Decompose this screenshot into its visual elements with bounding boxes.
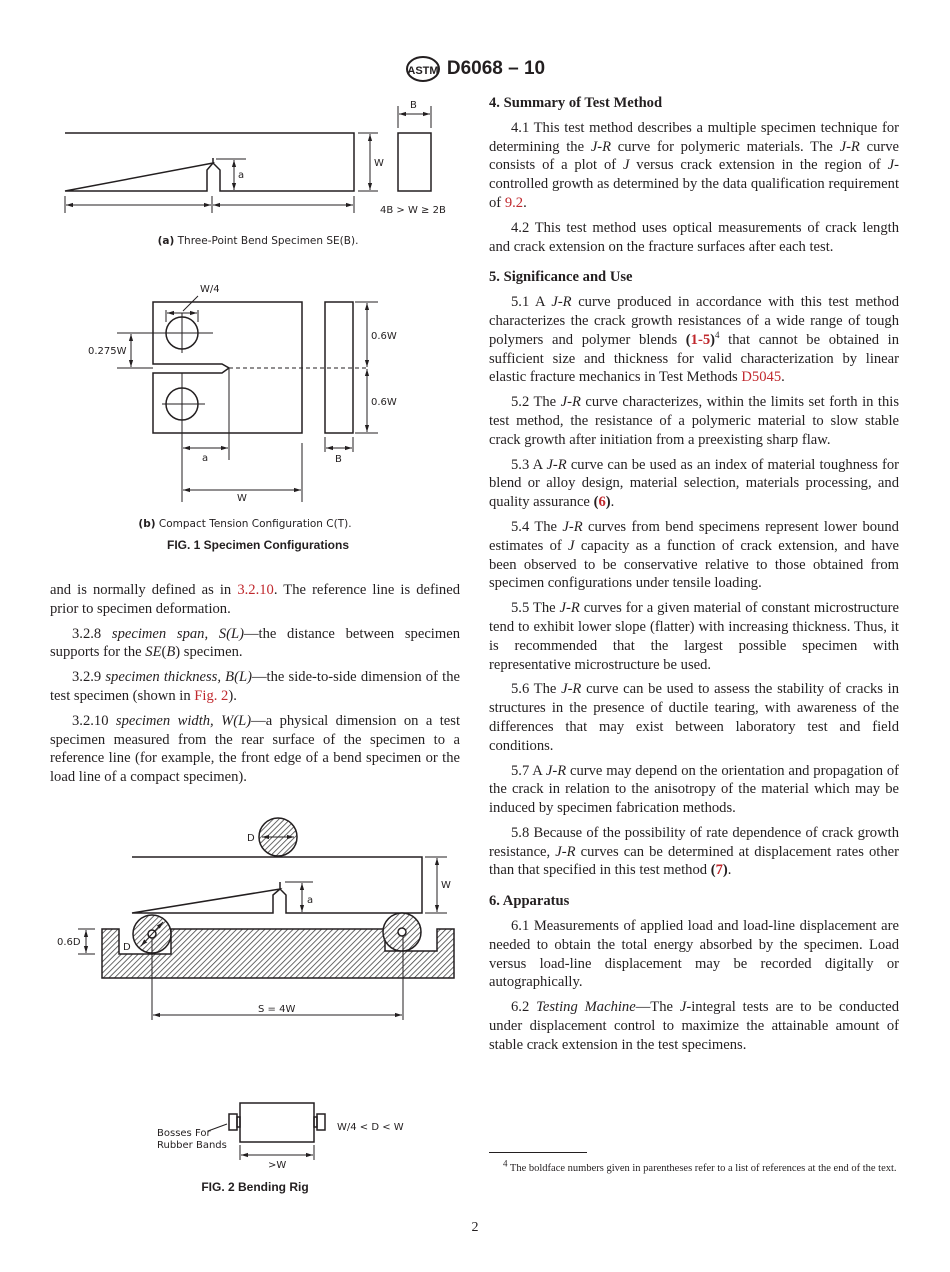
fig1a-caption-label: (a) xyxy=(157,235,175,247)
compact-tension-specimen-drawing xyxy=(117,296,378,502)
italic-term: Testing Machine xyxy=(536,999,636,1016)
paragraph xyxy=(489,998,899,1054)
italic-term: B xyxy=(166,644,176,661)
paragraph xyxy=(489,393,899,449)
footnote-mark: 4 xyxy=(503,1158,508,1169)
dim-label-d-top: D xyxy=(247,833,255,844)
dim-label-length: >W xyxy=(268,1160,287,1171)
fig1b-caption-text: Compact Tension Configuration C(T). xyxy=(155,518,352,530)
text-run: 3.2.9 xyxy=(72,669,106,686)
bosses-label-line1: Bosses For xyxy=(157,1128,211,1139)
italic-term: J-R xyxy=(839,138,860,155)
cross-reference-link[interactable]: 9.2 xyxy=(504,194,524,211)
text-run: curve can be used to assess the stability of cracks in structures in the presence of ductile tearing, with awareness of the differences that may exist between laboratory test and field conditions. xyxy=(489,681,899,754)
text-run: 5. Significance and Use xyxy=(489,269,633,286)
text-run: . xyxy=(781,369,785,386)
text-run: 4. Summary of Test Method xyxy=(489,95,663,111)
paragraph xyxy=(50,712,460,787)
footnote-text: The boldface numbers given in parentheses refer to a list of references at the end of the text. xyxy=(507,1163,897,1174)
text-run: capacity as a function of crack extension, and have been observed to be conservative relative to those obtained from specimen configurations under tensile loading. xyxy=(489,537,899,592)
bosses-label-line2: Rubber Bands xyxy=(157,1140,227,1151)
text-run: . The reference line is defined prior to specimen deformation. xyxy=(50,582,460,617)
text-run: 5.3 A xyxy=(511,456,547,473)
italic-term: specimen span, S(L) xyxy=(111,625,244,642)
text-run: 4.2 This test method uses optical measurements of crack length and crack extension on the fracture surfaces after each test. xyxy=(489,219,899,255)
text-run: 5.7 A xyxy=(511,762,546,779)
text-run: ( xyxy=(593,494,599,511)
text-run: 5.8 Because of the possibility of rate dependence of crack growth resistance, xyxy=(489,824,899,860)
text-run: 3.2.8 xyxy=(72,625,112,642)
italic-term: specimen thickness, B(L) xyxy=(105,669,252,686)
dim-label-w4: W/4 xyxy=(200,284,220,295)
dim-label-offset: 0.275W xyxy=(88,346,127,357)
italic-term: J-R xyxy=(562,518,583,535)
text-run: ( xyxy=(710,862,716,879)
text-run: . xyxy=(727,862,732,879)
dim-label-a: a xyxy=(202,453,209,464)
italic-term: J xyxy=(887,157,895,174)
page-number: 2 xyxy=(471,1220,479,1235)
cross-reference-link[interactable]: D5045 xyxy=(741,369,782,386)
footnote xyxy=(489,1158,899,1176)
dim-label-w: W xyxy=(237,493,247,504)
italic-term: J-R xyxy=(555,843,576,860)
reference-link[interactable]: 6 xyxy=(598,494,606,511)
reference-link[interactable]: 1-5 xyxy=(690,331,711,348)
italic-term: J-R xyxy=(551,294,572,311)
italic-term: J-R xyxy=(546,456,567,473)
text-run: 6.2 xyxy=(511,999,537,1016)
dim-label-b: B xyxy=(335,454,342,465)
text-run: ) xyxy=(605,494,611,511)
text-run: ) xyxy=(710,331,716,348)
italic-term: J xyxy=(679,999,687,1016)
left-column-text xyxy=(50,581,460,793)
text-run: 5.2 The xyxy=(511,394,561,411)
paragraph xyxy=(50,581,460,619)
paragraph xyxy=(489,293,899,387)
text-run: curves from bend specimens represent lower bound estimates of xyxy=(489,518,899,554)
text-run: 5.4 The xyxy=(511,518,563,535)
text-run: ( xyxy=(685,331,691,348)
text-run: . xyxy=(523,194,527,211)
paragraph xyxy=(489,762,899,818)
paragraph xyxy=(50,625,460,663)
text-run: 6. Apparatus xyxy=(489,893,570,910)
italic-term: J-R xyxy=(560,394,581,411)
paragraph xyxy=(489,917,899,992)
dim-label-lower-height: 0.6W xyxy=(371,397,397,408)
text-run: —a physical dimension on a test specimen measured from the rear surface of the specimen to a reference line (for example, the front edge of a bend specimen or the load line of a compact specimen). xyxy=(50,712,460,786)
text-run: —the distance between specimen supports for the xyxy=(50,625,460,661)
text-run: . xyxy=(610,494,615,511)
italic-term: SE xyxy=(145,644,162,661)
dim-label-depth: 0.6D xyxy=(57,937,81,948)
text-run: curve produced in accordance with this test method characterizes the crack growth resistances of a wide range of tough polymers and polymer blends xyxy=(489,294,900,348)
italic-term: J-R xyxy=(545,762,567,779)
text-run: versus crack extension in the region of xyxy=(629,157,888,174)
right-column-text xyxy=(489,94,899,1061)
paragraph xyxy=(489,680,899,755)
bending-rig-drawing xyxy=(78,818,454,1160)
fig1b-caption xyxy=(138,518,351,530)
section-heading xyxy=(489,94,899,113)
fig2-title: FIG. 2 Bending Rig xyxy=(201,1180,309,1194)
dim-ratio-label: 4B > W ≥ 2B xyxy=(380,205,446,216)
italic-term: specimen width, W(L) xyxy=(115,712,252,729)
diameter-range-label: W/4 < D < W xyxy=(337,1122,404,1133)
text-run: 5.6 The xyxy=(511,681,562,698)
text-run: curve may depend on the orientation and propagation of the crack in relation to the anisotropy of the material which may be induced by specimen fabrication methods. xyxy=(489,762,900,817)
fig1-title: FIG. 1 Specimen Configurations xyxy=(166,538,350,552)
italic-term: J xyxy=(622,157,630,174)
text-run: 5.1 A xyxy=(511,294,552,311)
footnote-reference: 4 xyxy=(715,329,720,340)
footnote-divider xyxy=(489,1152,587,1153)
text-run: curve can be used as an index of material toughness for blend or alloy design, material selection, materials processing, and quality assurance xyxy=(489,456,900,511)
text-run: ) specimen. xyxy=(175,644,243,661)
text-run: 4.1 This test method describes a multiple specimen technique for determining the xyxy=(489,119,899,155)
fig1a-caption-text: Three-Point Bend Specimen SE(B). xyxy=(174,235,359,247)
svg-text:ASTM: ASTM xyxy=(407,65,439,77)
text-run: -integral tests are to be conducted under displacement control to maximize the attainable amount of stable crack extension in the test specimens. xyxy=(489,999,900,1053)
section-heading xyxy=(489,892,899,911)
paragraph xyxy=(489,824,899,880)
italic-term: J xyxy=(568,537,575,554)
dim-label-b: B xyxy=(410,100,417,111)
section-heading xyxy=(489,268,899,287)
paragraph xyxy=(489,219,899,257)
cross-reference-link[interactable]: Fig. 2 xyxy=(194,687,229,704)
dim-label-w: W xyxy=(374,158,384,169)
italic-term: J-R xyxy=(590,138,612,155)
text-run: and is normally defined as in xyxy=(50,582,238,598)
fig1b-caption-label: (b) xyxy=(138,518,156,530)
text-run: curve consists of a plot of xyxy=(489,138,899,174)
text-run: 5.5 The xyxy=(511,600,560,617)
text-run: curves for a given material of constant microstructure tend to exhibit lower slope (flatter) with increasing thickness. Thus, it is recommended that the largest possible specimen with representative microstructure be used. xyxy=(489,600,899,673)
paragraph xyxy=(489,456,899,512)
italic-term: J-R xyxy=(559,600,580,617)
designation: D6068 – 10 xyxy=(446,58,546,80)
fig1a-caption xyxy=(158,235,359,247)
dim-label-a: a xyxy=(238,170,245,181)
text-run: curve characterizes, within the limits set forth in this test method, the resistance of a polymeric material to slow stable crack growth after initiation from a preexisting sharp flaw. xyxy=(489,394,900,448)
paragraph xyxy=(489,518,899,593)
text-run: 6.1 Measurements of applied load and load-line displacement are needed to obtain the total energy absorbed by the specimen. Load versus load-line displacement may be recorded digitally or autographically. xyxy=(489,918,899,991)
text-run: curve for polymeric materials. The xyxy=(611,138,840,155)
paragraph xyxy=(50,668,460,706)
text-run: curves can be determined at displacement rates other than that specified in this test method xyxy=(489,843,899,879)
text-run: —The xyxy=(635,999,680,1016)
italic-term: J-R xyxy=(561,681,582,698)
text-run: ) xyxy=(722,862,728,879)
paragraph xyxy=(489,119,899,213)
text-run: -controlled growth as determined by the data qualification requirement of xyxy=(489,157,899,211)
dim-label-w: W xyxy=(441,880,451,891)
reference-link[interactable]: 7 xyxy=(715,862,723,879)
dim-label-d-roller: D xyxy=(123,942,131,953)
text-run: ( xyxy=(161,644,167,661)
text-run: —the side-to-side dimension of the test specimen (shown in xyxy=(50,669,460,704)
dim-label-span: S = 4W xyxy=(258,1004,296,1015)
dim-label-a: a xyxy=(307,895,314,906)
dim-label-upper-height: 0.6W xyxy=(371,331,397,342)
text-run: ). xyxy=(228,687,237,704)
text-run: that cannot be obtained in sufficient size and thickness for valid characterization by linear elastic fracture mechanics in Test Methods xyxy=(489,331,900,386)
paragraph xyxy=(489,599,899,674)
cross-reference-link[interactable]: 3.2.10 xyxy=(237,582,274,598)
text-run: 3.2.10 xyxy=(72,712,116,729)
